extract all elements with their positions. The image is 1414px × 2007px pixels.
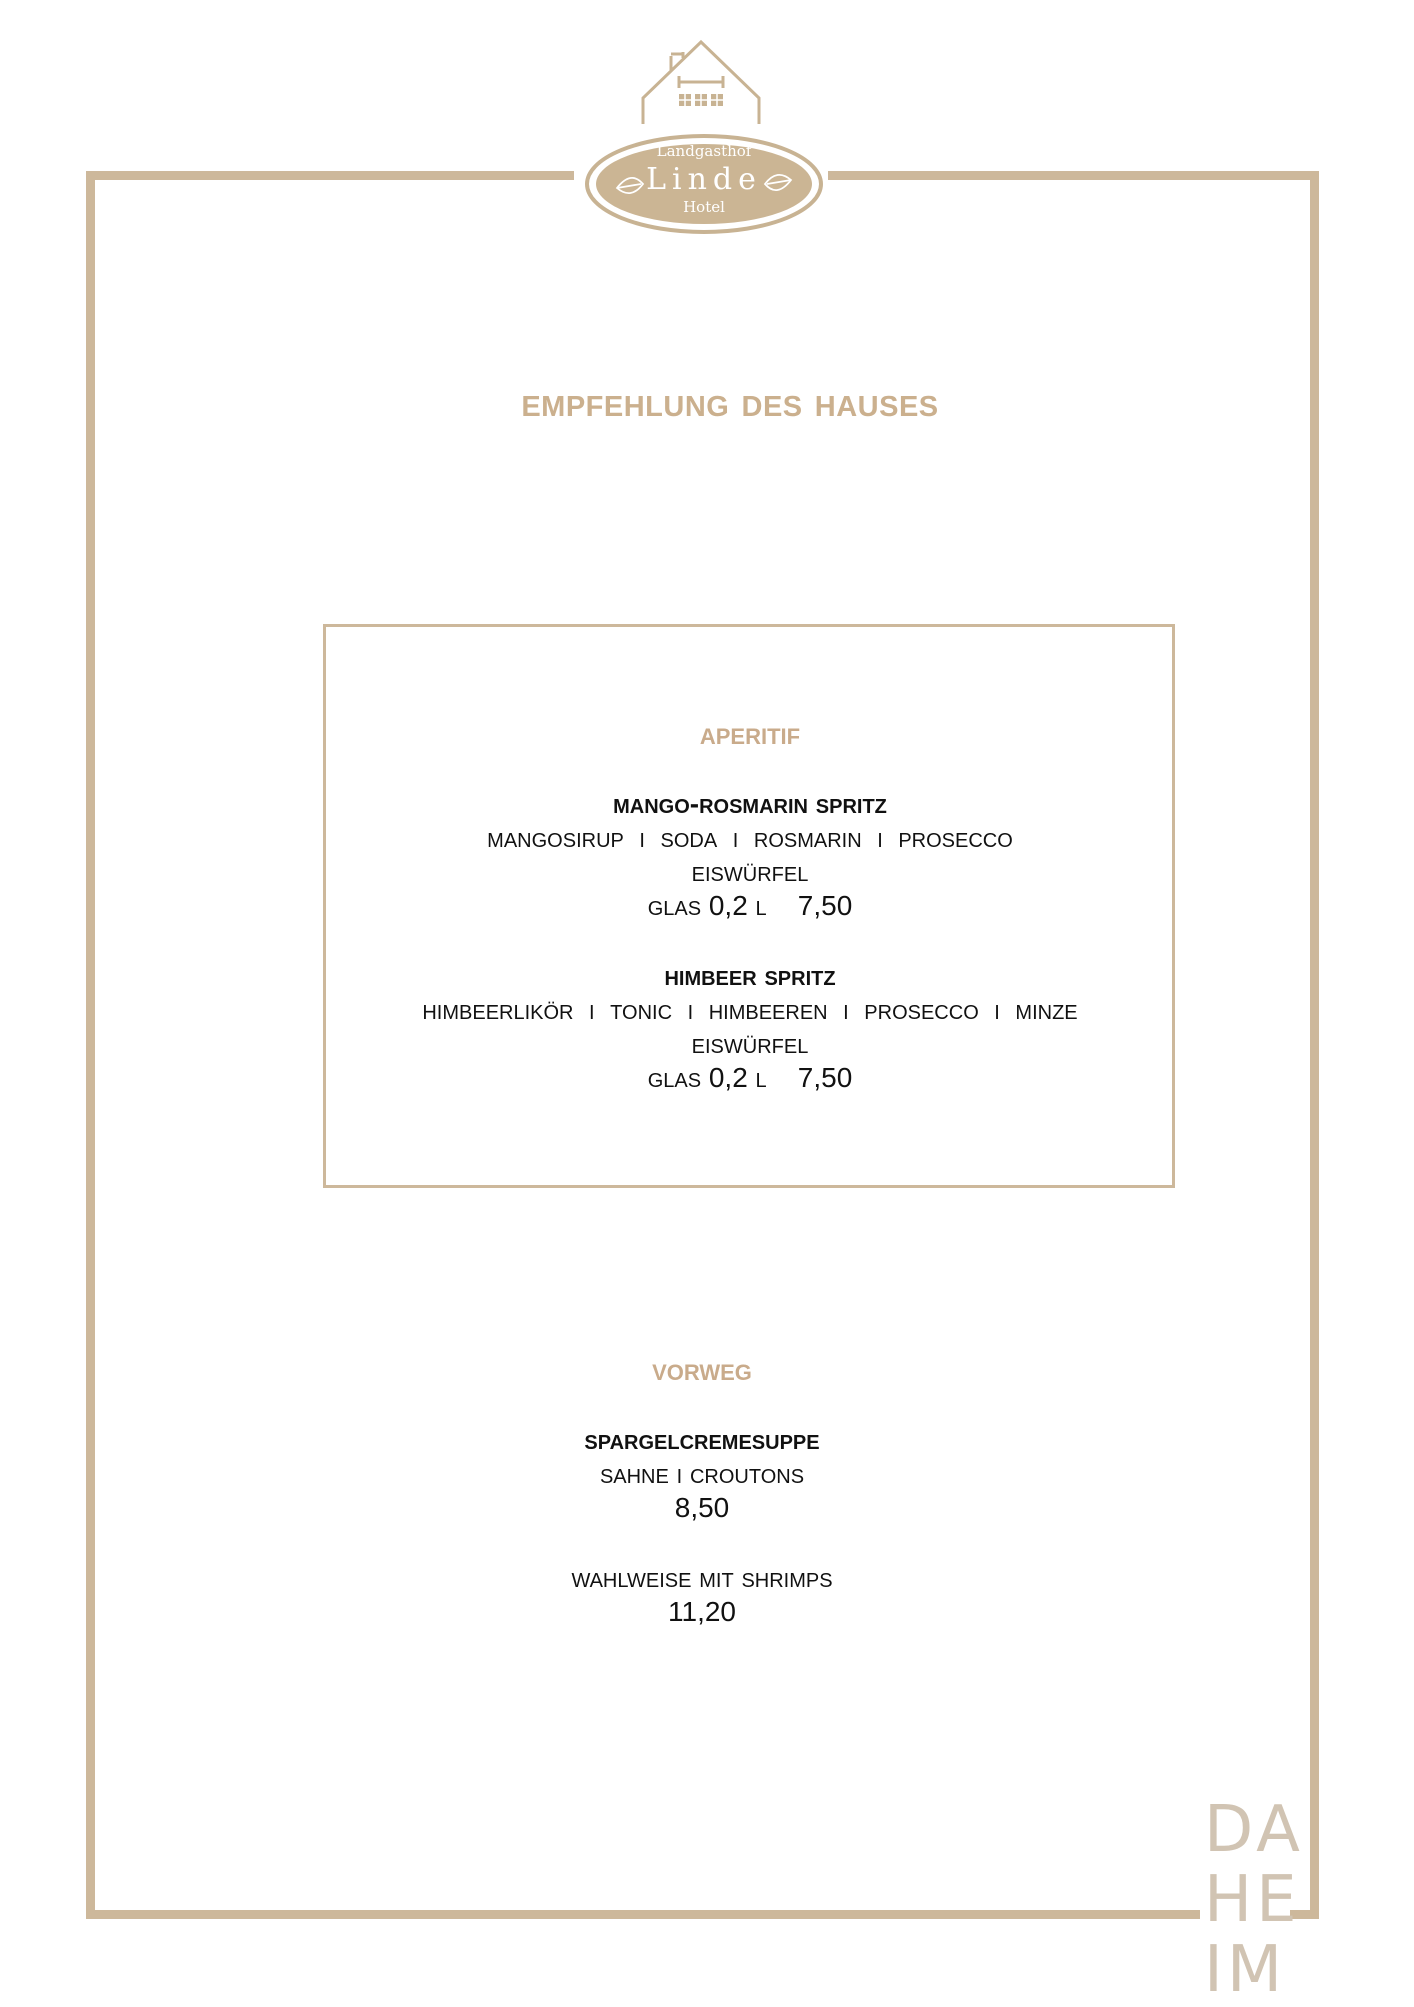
logo-line-3: Hotel <box>683 198 725 216</box>
logo-text <box>579 38 829 238</box>
menu-item-ingredients: mangosirup i soda i rosmarin i prosecco <box>487 822 1013 853</box>
menu-item-ingredients: sahne i croutons <box>599 1458 805 1489</box>
daheim-brand-mark <box>1204 1793 1304 2007</box>
page-title: empfehlung des hauses <box>521 378 939 425</box>
logo-line-2: Linde <box>646 162 762 197</box>
menu-item-option-price: 11,20 <box>668 1596 736 1627</box>
menu-item-option: wahlweise mit shrimps <box>571 1562 833 1593</box>
daheim-line-1: DA <box>1204 1793 1304 1867</box>
daheim-line-2: HE <box>1204 1863 1301 1937</box>
menu-item-name: spargelcremesuppe <box>584 1424 820 1455</box>
menu-item-extra: eiswürfel <box>691 856 809 887</box>
daheim-line-3: IM <box>1204 1933 1287 2007</box>
menu-item-extra: eiswürfel <box>691 1028 809 1059</box>
aperitif-title: aperitif <box>699 716 801 751</box>
menu-item-ingredients: himbeerlikör i tonic i himbeeren i prosecco i minze <box>422 994 1078 1025</box>
vorweg-title: vorweg <box>652 1352 752 1387</box>
menu-item-name: mango-rosmarin spritz <box>613 788 887 819</box>
menu-item-price: glas 0,2 l 7,50 <box>647 1062 853 1093</box>
menu-item-name: himbeer spritz <box>664 960 836 991</box>
menu-item-price: 8,50 <box>674 1492 730 1523</box>
menu-item-price: glas 0,2 l 7,50 <box>647 890 853 921</box>
logo-line-1: Landgasthof <box>656 142 752 160</box>
